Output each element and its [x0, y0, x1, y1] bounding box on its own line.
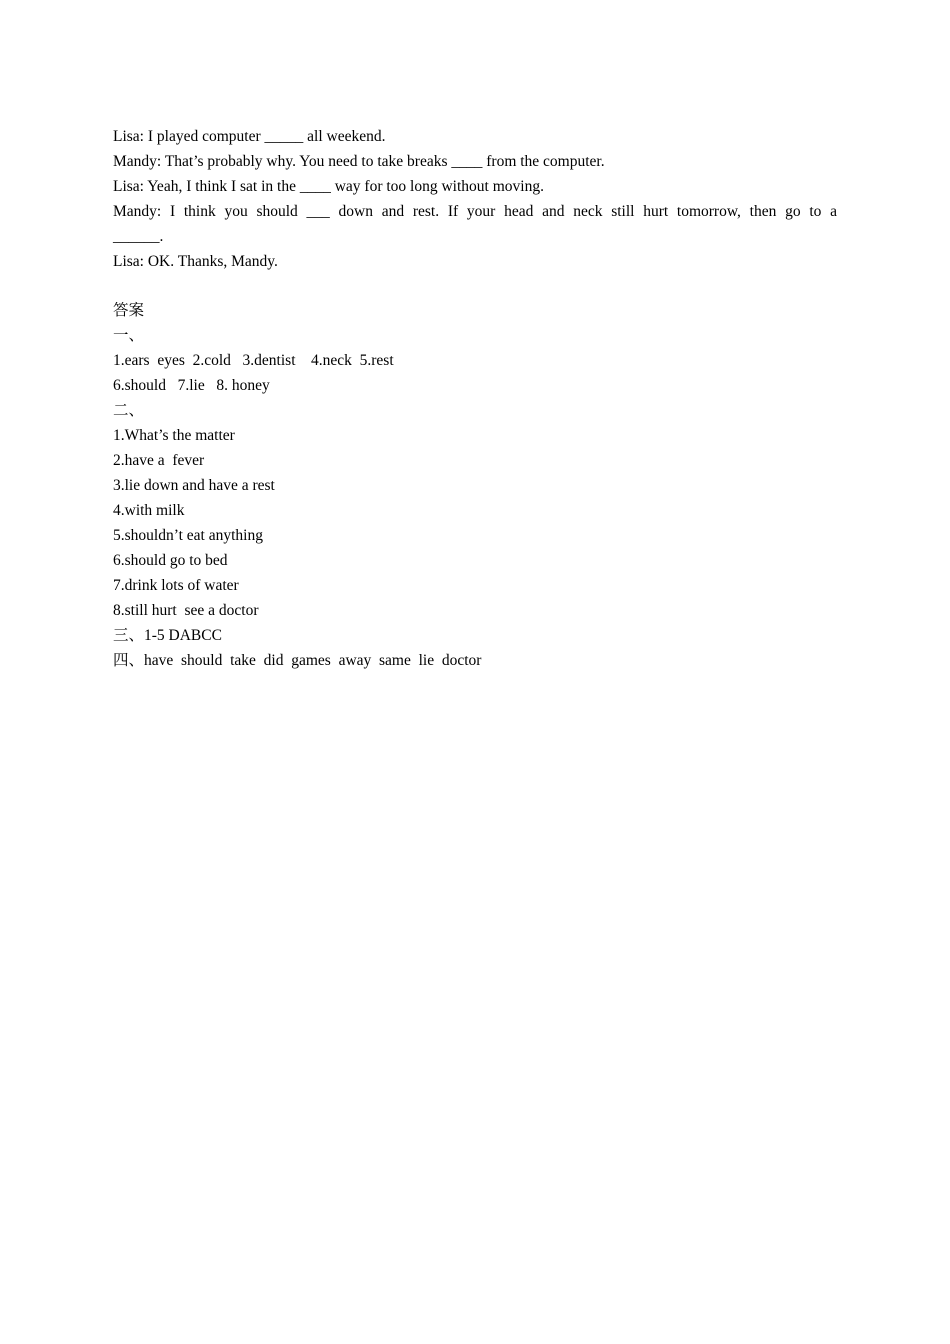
- section-2-answer-1: 1.What’s the matter: [113, 427, 235, 444]
- answers-heading: 答案: [113, 302, 145, 319]
- dialogue-line-mandy-2: Mandy: I think you should ___ down and rest. If your head and neck still hurt tomorrow, then go to a: [113, 203, 837, 220]
- section-1-answers-row-2: 6.should 7.lie 8. honey: [113, 377, 270, 394]
- document-page: [113, 124, 837, 673]
- section-2-answer-5: 5.shouldn’t eat anything: [113, 527, 263, 544]
- section-2-answer-8: 8.still hurt see a doctor: [113, 602, 259, 619]
- spacer: [113, 274, 837, 298]
- section-2-label: 二、: [113, 402, 145, 419]
- section-2-answer-2: 2.have a fever: [113, 452, 205, 469]
- section-2-answer-7: 7.drink lots of water: [113, 577, 239, 594]
- section-4-answers: 四、have should take did games away same lie doctor: [113, 652, 482, 669]
- section-1-label: 一、: [113, 327, 145, 344]
- dialogue-line-lisa-1: Lisa: I played computer _____ all weekend.: [113, 128, 386, 145]
- section-2-answer-6: 6.should go to bed: [113, 552, 228, 569]
- section-3-answers: 三、1-5 DABCC: [113, 627, 222, 644]
- dialogue-line-mandy-2-continued: ______.: [113, 228, 164, 245]
- dialogue-line-lisa-3: Lisa: OK. Thanks, Mandy.: [113, 253, 278, 270]
- dialogue-line-mandy-1: Mandy: That’s probably why. You need to take breaks ____ from the computer.: [113, 153, 605, 170]
- section-1-answers-row-1: 1.ears eyes 2.cold 3.dentist 4.neck 5.rest: [113, 352, 394, 369]
- dialogue-line-lisa-2: Lisa: Yeah, I think I sat in the ____ way for too long without moving.: [113, 178, 544, 195]
- section-2-answer-3: 3.lie down and have a rest: [113, 477, 275, 494]
- section-2-answer-4: 4.with milk: [113, 502, 185, 519]
